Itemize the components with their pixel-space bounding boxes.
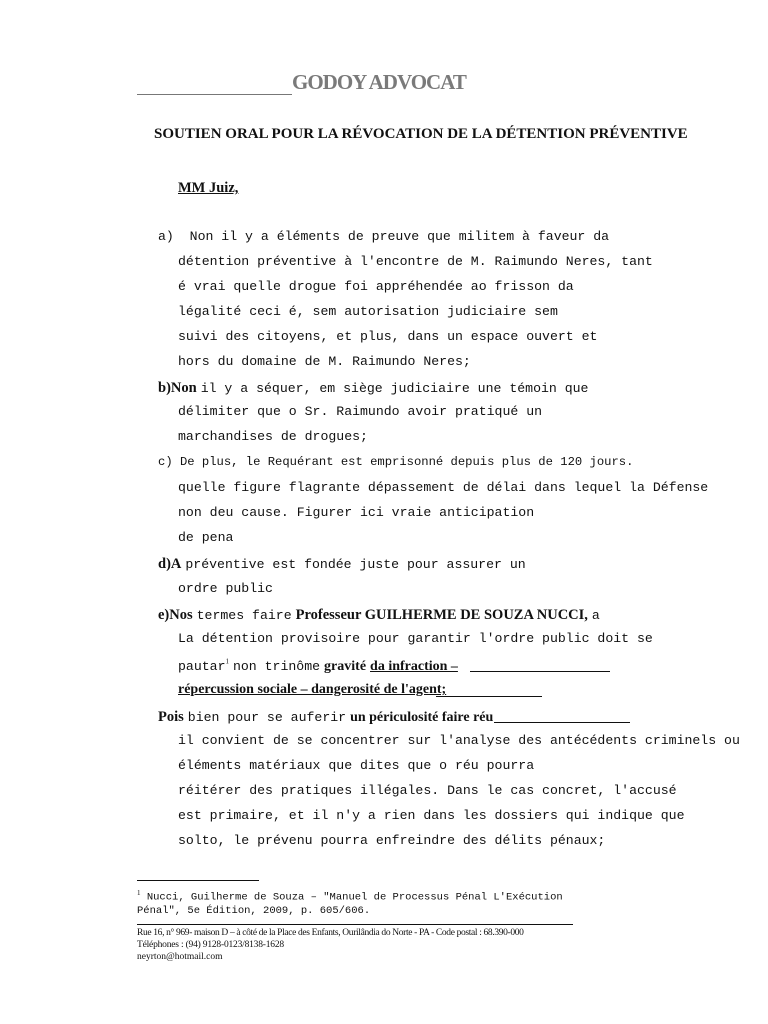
item-e-line: La détention provisoire pour garantir l'ordre public doit se [178,631,653,646]
item-d-line: ordre public [178,581,273,596]
item-e-line: répercussion sociale – dangerosité de l'agent; [178,682,447,697]
pois-line: est primaire, et il n'y a rien dans les dossiers qui indique que [178,808,685,823]
fill-rule [470,671,610,672]
item-e-first-line: e)Nos termes faire Professeur GUILHERME DE SOUZA NUCCI, a [158,607,600,623]
firm-logo: GODOY ADVOCAT [292,70,466,94]
item-c-first-line: c) De plus, le Requérant est emprisonné depuis plus de 120 jours. [158,455,634,469]
item-b-first-line: b)Non il y a séquer, em siège judiciaire une témoin que [158,380,589,396]
item-c-line: de pena [178,530,234,545]
item-e-line: pautar$^1$ non trinôme gravité da infraction – [178,657,458,674]
page-title: SOUTIEN ORAL POUR LA RÉVOCATION DE LA DÉTENTION PRÉVENTIVE [154,126,688,142]
footnote-separator [137,880,259,881]
pois-line: éléments matériaux que dites que o réu pourra [178,758,535,773]
item-a-line: hors du domaine de M. Raimundo Neres; [178,354,471,369]
item-b-line: délimiter que o Sr. Raimundo avoir pratiqué un [178,404,543,419]
fill-rule [436,696,542,697]
item-a-first-line: a) Non il y a éléments de preuve que militem à faveur da [158,229,610,244]
footer-email[interactable]: neyrton@hotmail.com [137,952,223,962]
item-a-line: suivi des citoyens, et plus, dans un espace ouvert et [178,329,598,344]
pois-line: solto, le prévenu pourra enfreindre des délits pénaux; [178,833,606,848]
logo-rule [137,94,292,95]
pois-line: il convient de se concentrer sur l'analyse des antécédents criminels ou [178,733,740,748]
pois-line: réitérer des pratiques illégales. Dans le cas concret, l'accusé [178,783,677,798]
item-b-line: marchandises de drogues; [178,429,368,444]
item-c-line: non deu cause. Figurer ici vraie anticipation [178,505,535,520]
item-d-first-line: d)A préventive est fondée juste pour assurer un [158,556,526,572]
footnote-ref: 1 [225,657,229,666]
footnote: $^1$ Nucci, Guilherme de Souza – "Manuel de Processus Pénal L'Exécution Pénal", 5e Édition, 2009, p. 605/606. [137,889,563,917]
item-c-line: quelle figure flagrante dépassement de délai dans lequel la Défense [178,480,709,495]
item-a-line: é vrai quelle drogue foi appréhendée ao frisson da [178,279,574,294]
pois-first-line: Pois bien pour se auferir un périculosité faire réu [158,709,494,725]
fill-rule [494,722,630,723]
salutation: MM Juiz, [178,180,239,196]
footer-rule [137,924,573,925]
item-a-line: détention préventive à l'encontre de M. Raimundo Neres, tant [178,254,653,269]
footer-address: Rue 16, n° 969- maison D – à côté de la Place des Enfants, Ourilândia do Norte - PA - Code postal : 68.390-000 [137,928,524,938]
footer-phones: Téléphones : (94) 9128-0123/8138-1628 [137,940,284,950]
item-a-line: légalité ceci é, sem autorisation judiciaire sem [178,304,558,319]
